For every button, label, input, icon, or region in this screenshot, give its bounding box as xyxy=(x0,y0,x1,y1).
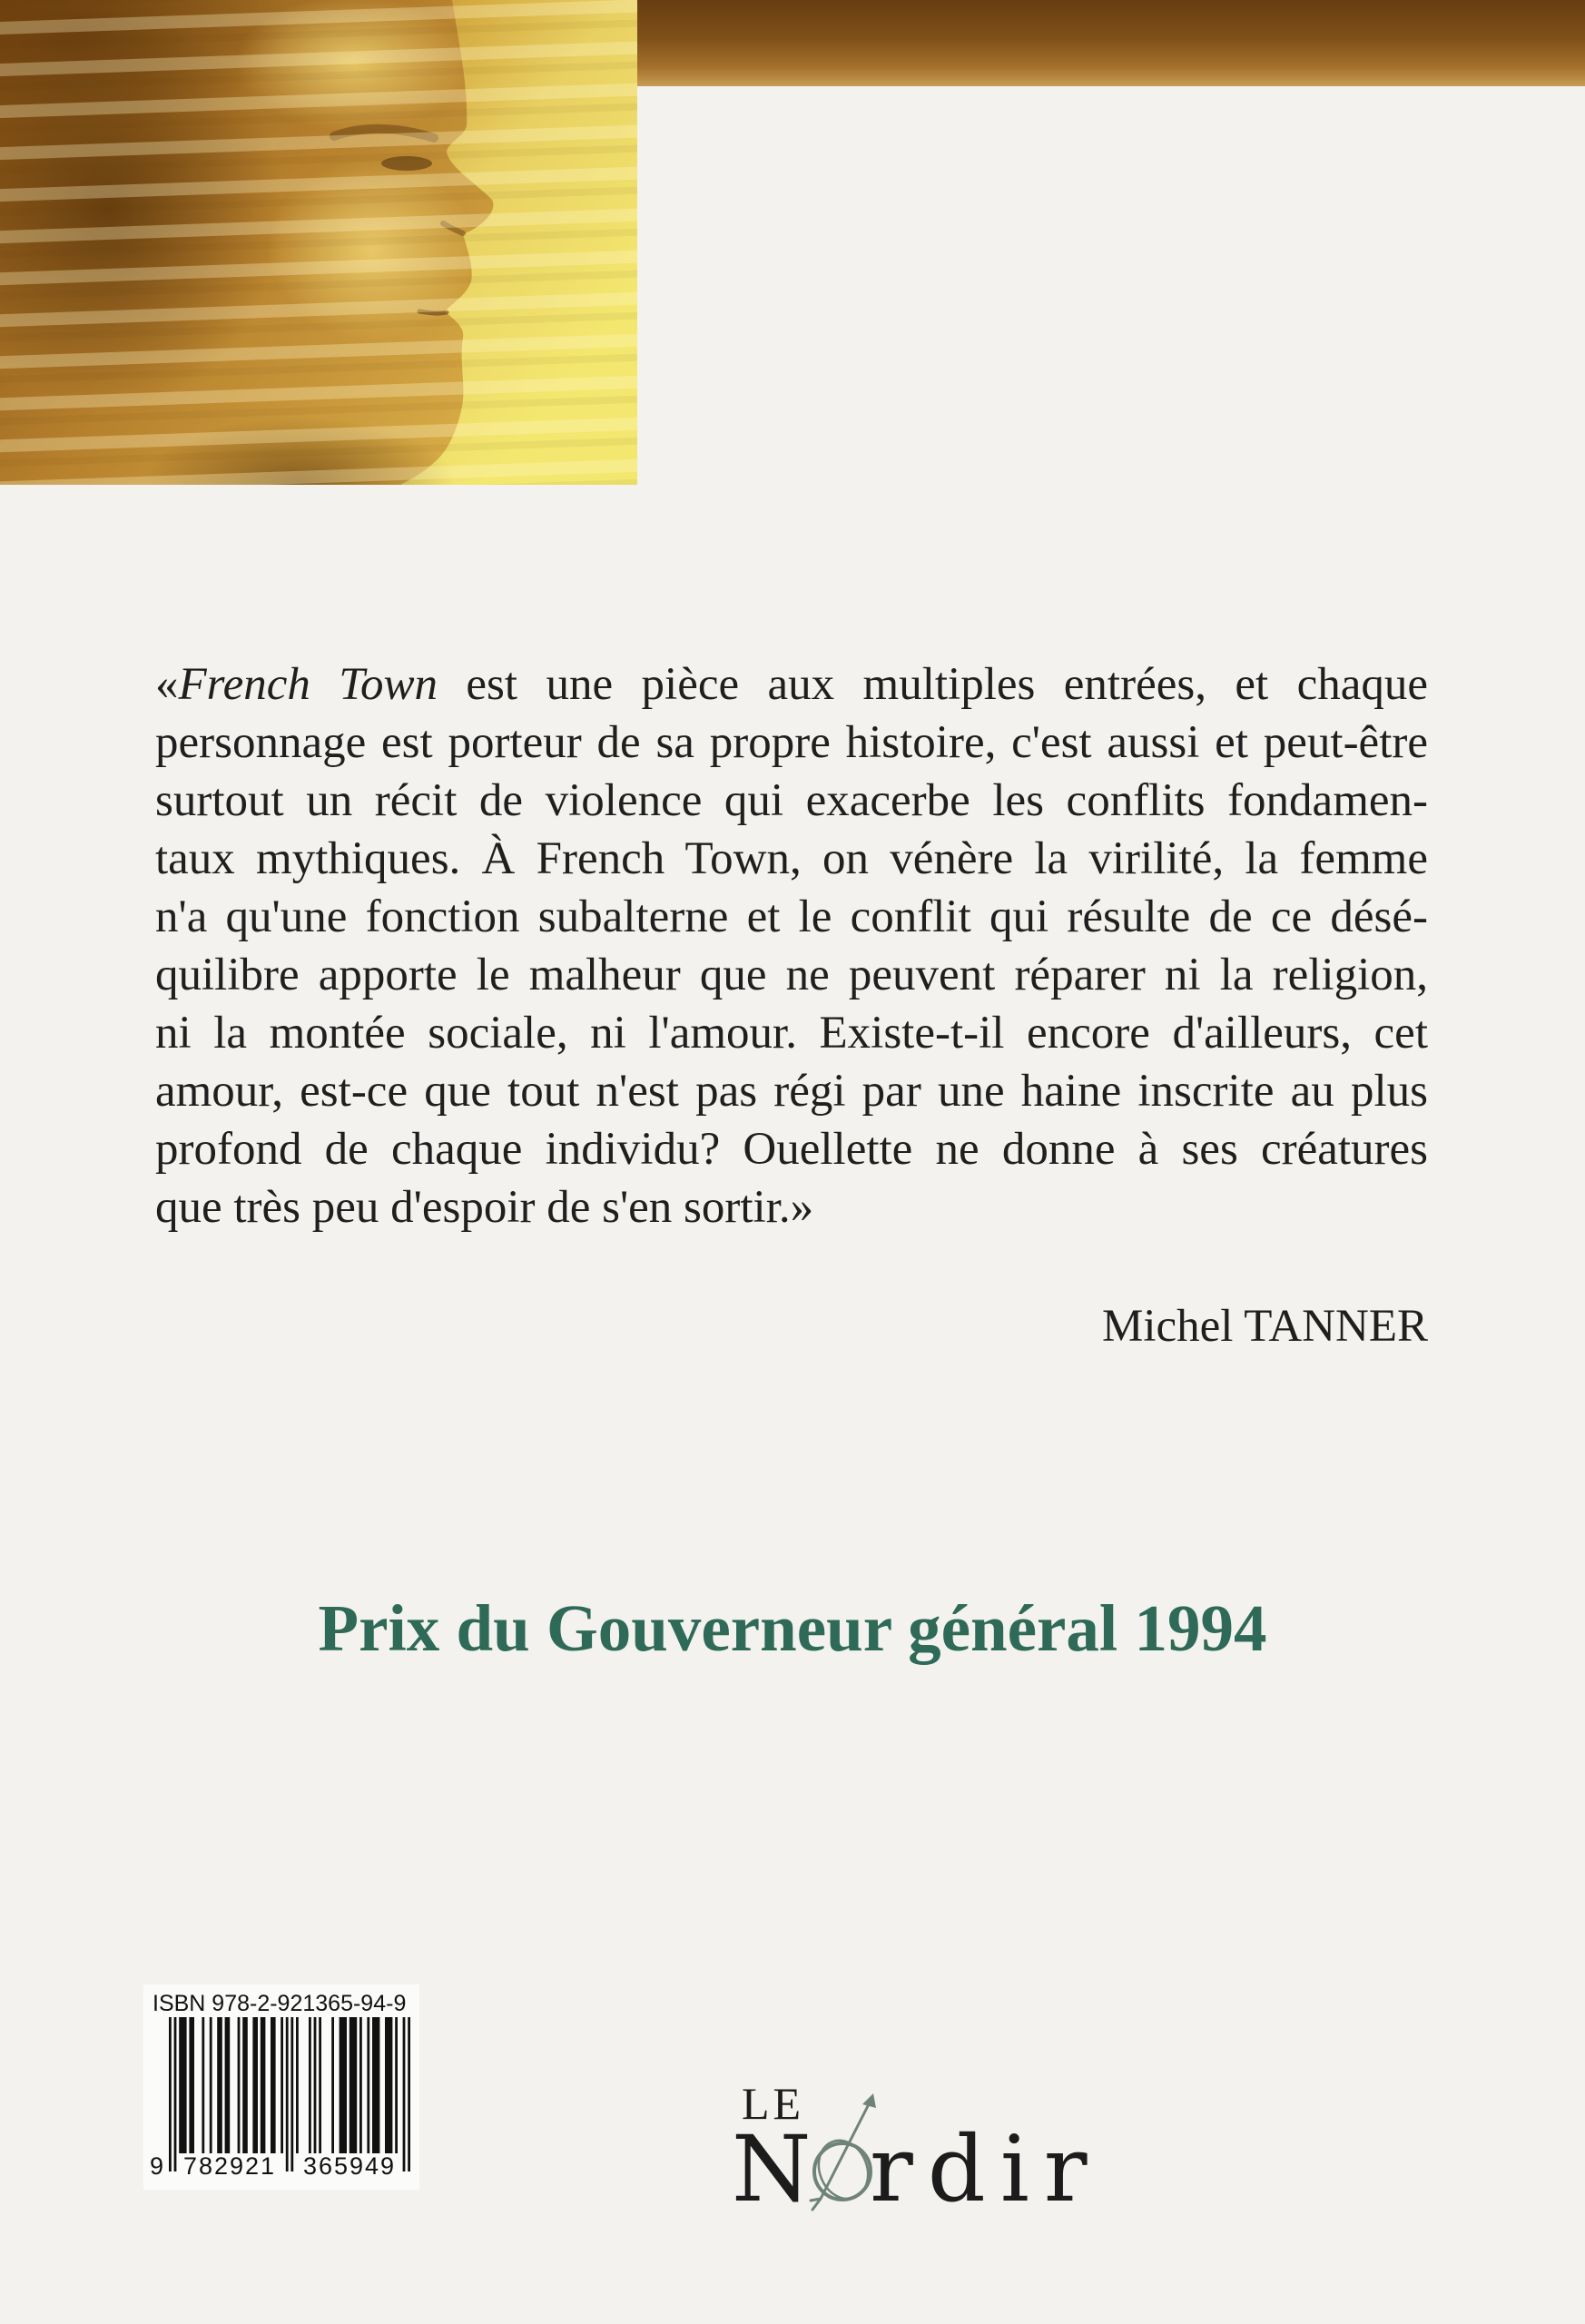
window-blinds-light xyxy=(0,0,637,485)
barcode-bar xyxy=(217,2017,222,2153)
barcode-bar xyxy=(340,2017,347,2153)
barcode-bar xyxy=(242,2017,248,2153)
barcode-bar xyxy=(309,2017,311,2153)
isbn-barcode xyxy=(169,2017,410,2173)
barcode-guard-bar xyxy=(408,2017,410,2171)
barcode-bar xyxy=(238,2017,241,2153)
quote-open-mark: « xyxy=(155,659,179,710)
barcode-guard-bar xyxy=(286,2017,289,2171)
logo-prefix-le: LE xyxy=(742,2078,805,2129)
compass-tail xyxy=(811,2199,821,2210)
barcode-bar xyxy=(349,2017,357,2153)
author-portrait-photo xyxy=(0,0,637,485)
barcode-left-digits: 782921 xyxy=(182,2152,277,2180)
compass-arrowhead xyxy=(862,2093,876,2108)
barcode-bar xyxy=(296,2017,299,2153)
barcode-bar xyxy=(210,2017,212,2153)
barcode-guard-bar xyxy=(169,2017,172,2171)
barcode-guard-bar xyxy=(174,2017,177,2171)
award-line: Prix du Gouverneur général 1994 xyxy=(318,1591,1267,1665)
quote-line: profond de chaque individu? Ouellette ne donne à ses créatures xyxy=(155,1124,1428,1175)
barcode-bar xyxy=(225,2017,231,2153)
barcode-bar xyxy=(385,2017,392,2153)
barcode-bar xyxy=(319,2017,321,2153)
barcode-bar xyxy=(331,2017,334,2153)
barcode-bar xyxy=(179,2017,186,2153)
isbn-label: ISBN 978-2-921365-94-9 xyxy=(153,1991,407,2016)
barcode-bar xyxy=(261,2017,266,2153)
quote-line: amour, est-ce que tout n'est pas régi par une haine inscrite au plus xyxy=(155,1066,1428,1117)
quote-author: Michel TANNER xyxy=(1101,1301,1428,1352)
barcode-bar xyxy=(395,2017,398,2153)
logo-letter-n: N xyxy=(732,2116,812,2222)
barcode-bar xyxy=(271,2017,276,2153)
top-brown-band xyxy=(637,0,1585,86)
quote-line: personnage est porteur de sa propre histoire, c'est aussi et peut-être xyxy=(155,717,1428,768)
barcode-lead-digit: 9 xyxy=(150,2152,164,2180)
play-title: French Town xyxy=(178,659,438,710)
quote-line: que très peu d'espoir de s'en sortir.» xyxy=(155,1182,814,1233)
barcode-bar xyxy=(372,2017,379,2153)
quote-line-text: est une pièce aux multiples entrées, et chaque xyxy=(438,659,1428,710)
review-quote xyxy=(155,655,1428,1236)
barcode-guard-bar xyxy=(290,2017,293,2171)
quote-line: taux mythiques. À French Town, on vénère la virilité, la femme xyxy=(155,833,1428,884)
quote-line xyxy=(155,655,1428,714)
barcode-bar xyxy=(367,2017,369,2153)
quote-line: quilibre apporte le malheur que ne peuvent réparer ni la religion, xyxy=(155,950,1428,1000)
barcode-bar xyxy=(314,2017,317,2153)
barcode-bar xyxy=(252,2017,258,2153)
barcode-bar xyxy=(281,2017,283,2153)
barcode-bar xyxy=(359,2017,362,2153)
barcode-bar xyxy=(189,2017,194,2153)
barcode-right-digits: 365949 xyxy=(302,2152,397,2180)
barcode-bar xyxy=(202,2017,204,2153)
logo-letters-rdir: rdir xyxy=(870,2116,1102,2222)
quote-line: n'a qu'une fonction subalterne et le conflit qui résulte de ce désé- xyxy=(155,891,1428,942)
barcode-guard-bar xyxy=(403,2017,406,2171)
quote-line: surtout un récit de violence qui exacerbe les conflits fondamen- xyxy=(155,775,1428,826)
quote-line: ni la montée sociale, ni l'amour. Existe-t-il encore d'ailleurs, cet xyxy=(155,1008,1428,1059)
